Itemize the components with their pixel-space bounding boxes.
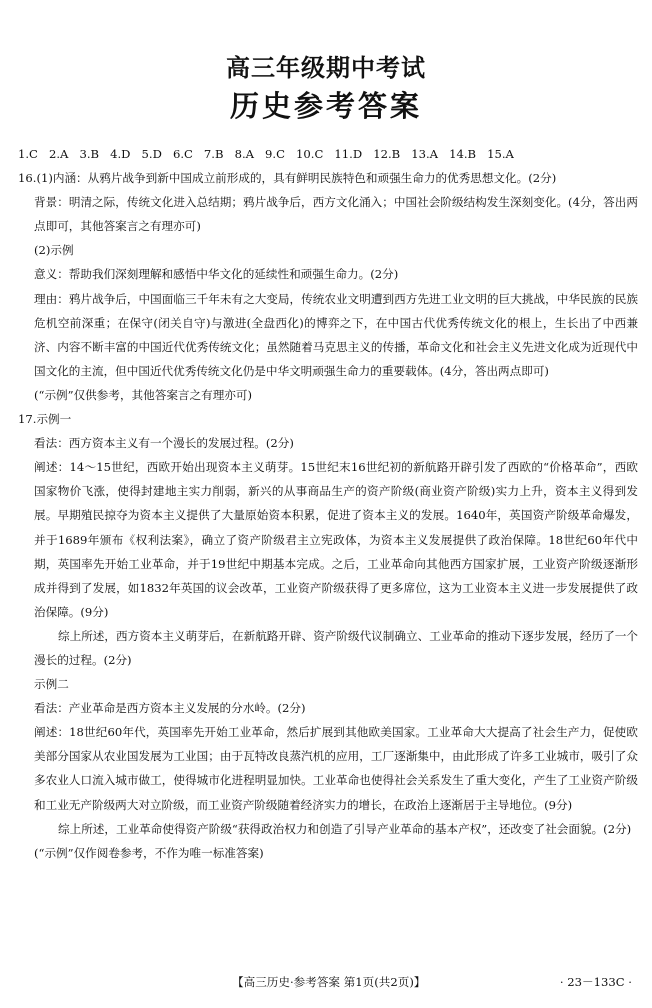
q16-part1-meaning: 16.(1)内涵：从鸦片战争到新中国成立前形成的，具有鲜明民族特色和顽强生命力的优秀思想文化。(2分)	[18, 171, 557, 186]
exam-title: 高三年级期中考试	[226, 54, 426, 82]
q16-part2-significance: 意义：帮助我们深刻理解和感悟中华文化的延续性和顽强生命力。(2分)	[34, 267, 399, 282]
q16-part2-heading: (2)示例	[34, 243, 74, 258]
multiple-choice-answers: 1.C 2.A 3.B 4.D 5.D 6.C 7.B 8.A 9.C 10.C 11.D 12.B 13.A 14.B 15.A	[18, 147, 514, 161]
q17-note: (“示例”仅作阅卷参考，不作为唯一标准答案)	[34, 845, 264, 860]
q16-part1-background: 背景：明清之际，传统文化进入总结期；鸦片战争后，西方文化涌入；中国社会阶级结构发生深刻变化。(4分，答出两点即可，其他答案言之有理亦可)	[34, 195, 638, 234]
q17-example1-heading: 17.示例一	[18, 412, 72, 427]
page-footer	[0, 974, 652, 992]
answer-content	[18, 142, 638, 865]
q17-example2-conclusion: 综上所述，工业革命使得资产阶级“获得政治权力和创造了引导产业革命的基本产权”，还改变了社会面貌。(2分)	[58, 821, 632, 836]
q17-example1-view: 看法：西方资本主义有一个漫长的发展过程。(2分)	[34, 436, 294, 451]
q17-example2-view: 看法：产业革命是西方资本主义发展的分水岭。(2分)	[34, 701, 306, 716]
q17-example1-elaboration: 阐述：14～15世纪，西欧开始出现资本主义萌芽。15世纪末16世纪初的新航路开辟引发了西欧的“价格革命”，西欧国家物价飞涨，使得封建地主实力削弱，新兴的从事商品生产的资产阶级(商业资产阶级)实力上升，资本主义得到发展。早期殖民掠夺为资本主义提供了大量原始资本积累，促进了资本主义的发展。1640年，英国资产阶级革命爆发，并于1689年颁布《权利法案》，确立了资产阶级君主立宪政体，为资本主义发展提供了政治保障。18世纪60年代中期，英国率先开始工业革命，并于19世纪中期基本完成。之后，工业革命向其他西方国家扩展，工业资产阶级逐渐形成并得到了发展，如1832年英国的议会改革，工业资产阶级获得了更多席位，这为工业资本主义进一步发展提供了政治保障。(9分)	[34, 460, 638, 619]
q16-part2-reason: 理由：鸦片战争后，中国面临三千年未有之大变局，传统农业文明遭到西方先进工业文明的巨大挑战，中华民族的民族危机空前深重；在保守(闭关自守)与激进(全盘西化)的博弈之下，在中国古代优秀传统文化的根上，生长出了中西兼济、内容不断丰富的中国近代优秀传统文化；虽然随着马克思主义的传播，革命文化和社会主义先进文化成为近现代中国文化的主流，但中国近代优秀传统文化仍是中华文明顽强生命力的重要载体。(4分，答出两点即可)	[34, 291, 638, 378]
q16-note: (“示例”仅供参考，其他答案言之有理亦可)	[34, 387, 252, 402]
q17-example2-heading: 示例二	[34, 677, 69, 692]
answer-title: 历史参考答案	[229, 89, 422, 123]
footer-page-info: 【高三历史·参考答案 第1页(共2页)】	[232, 975, 426, 989]
q17-example2-elaboration: 阐述：18世纪60年代，英国率先开始工业革命，然后扩展到其他欧美国家。工业革命大大提高了社会生产力，促使欧美部分国家从农业国发展为工业国；由于瓦特改良蒸汽机的应用，工厂逐渐集中，由此形成了许多工业城市，吸引了众多农业人口流入城市做工，使得城市化进程明显加快。工业革命也使得社会关系发生了重大变化，产生了工业资产阶级和工业无产阶级两大对立阶级，而工业资产阶级随着经济实力的增长，在政治上逐渐居于主导地位。(9分)	[34, 725, 638, 812]
q17-example1-conclusion: 综上所述，西方资本主义萌芽后，在新航路开辟、资产阶级代议制确立、工业革命的推动下逐步发展，经历了一个漫长的过程。(2分)	[34, 628, 638, 667]
footer-exam-code: · 23－133C ·	[559, 975, 632, 989]
